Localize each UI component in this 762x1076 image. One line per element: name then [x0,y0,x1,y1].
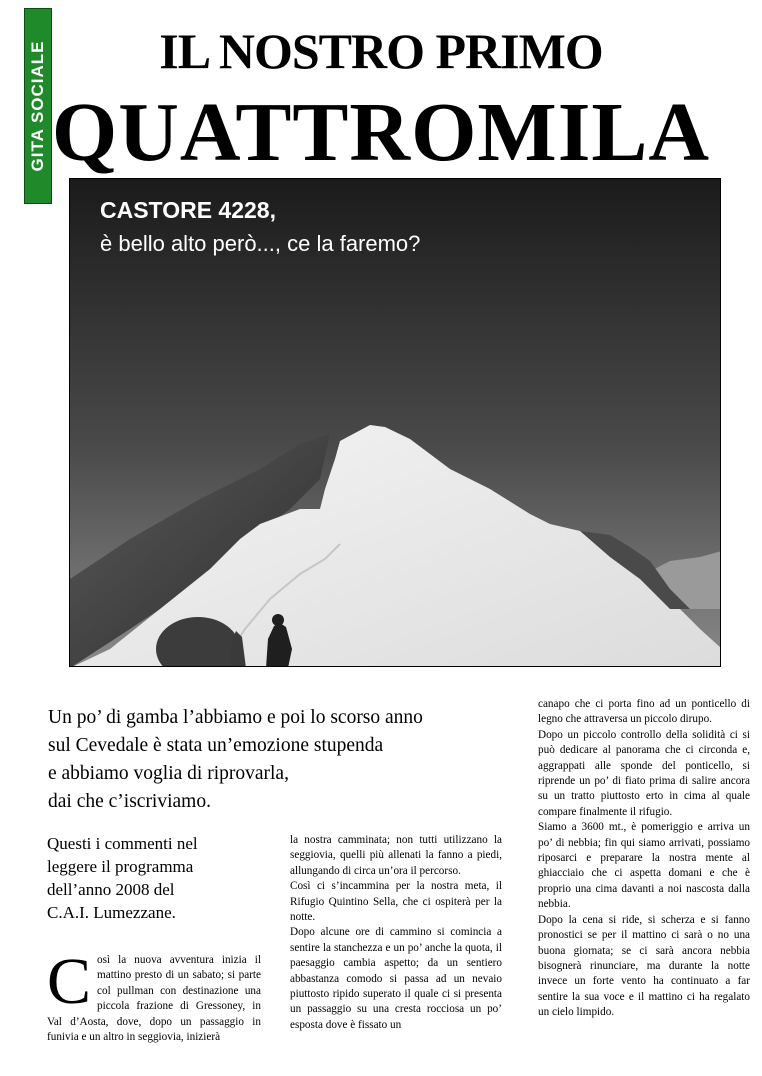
article-paragraph: Siamo a 3600 mt., è pomeriggio e arriva un po’ di nebbia; fin qui siamo arrivati, possiamo riposarci e preparare la nostra mente al ghiacciaio che ci aspetta domani e che è proprio una cima davanti a noi nascosta dalla nebbia. [538,821,750,911]
intro-line: dai che c’iscriviamo. [48,791,211,812]
section-tab-label: GITA SOCIALE [28,40,47,172]
photo-caption-subtitle: è bello alto però..., ce la faremo? [100,231,421,256]
intro-line: e abbiamo voglia di riprovarla, [48,763,289,784]
article-column-2 [290,833,502,1033]
intro-line: Un po’ di gamba l’abbiamo e poi lo scorso anno [48,707,423,728]
lead-line: leggere il programma [47,857,194,876]
lead-line: C.A.I. Lumezzane. [47,903,176,922]
lead-line: dell’anno 2008 del [47,880,175,899]
article-paragraph: Così ci s’incammina per la nostra meta, il Rifugio Quintino Sella, che ci ospiterà per la notte. [290,880,502,924]
drop-cap: C [47,945,92,1018]
intro-paragraph [48,704,538,816]
article-paragraph: osì la nuova avventura inizia il mattino presto di un sabato; si parte col pullman con destinazione una piccola frazione di Gressoney, in Val d’Aosta, dove, dopo un passaggio in funivia e un altro in seggiovia, inizierà [47,954,261,1044]
mountain-photo [69,178,721,667]
lead-line: Questi i commenti nel [47,834,198,853]
article-paragraph: canapo che ci porta fino ad un ponticello di legno che attraversa un piccolo dirupo. [538,698,750,726]
article-column-1 [47,945,261,1045]
article-paragraph: la nostra camminata; non tutti utilizzano la seggiovia, quelli più allenati la fanno a piedi, allungando di circa un’ora il percorso. [290,834,502,877]
article-paragraph: Dopo alcune ore di cammino si comincia a sentire la stanchezza e un po’ anche la quota, il paesaggio cambia aspetto; da un sentiero abbastanza comodo si passa ad un nevaio piuttosto ripido superato il quale ci si presenta un passaggio su una cresta rocciosa un po’ esposta dove è fissato un [290,926,502,1031]
title-line-1: IL NOSTRO PRIMO [159,23,603,79]
article-paragraph: Dopo un piccolo controllo della solidità ci si può dedicare al panorama che ci circonda e, aggrappati alle sponde del ponticello, si riprende un po’ di fiato prima di salire ancora su un tratto piuttosto erto in cima al quale compare finalmente il rifugio. [538,728,750,818]
article-column-3 [538,697,750,1021]
title-line-2: QUATTROMILA [51,86,711,179]
article-paragraph: Dopo la cena si ride, si scherza e si fanno pronostici se per il mattino ci sarà o no una buona giornata; se ci sarà ancora nebbia bisognerà rinunciare, ma durante la notte invece un forte vento ha continuato a far sentire la sua voce e il mattino ci ha regalato un cielo limpido. [538,913,750,1019]
lead-paragraph [47,832,257,924]
intro-line: sul Cevedale è stata un’emozione stupenda [48,735,384,756]
photo-caption-title: CASTORE 4228, [100,197,276,223]
